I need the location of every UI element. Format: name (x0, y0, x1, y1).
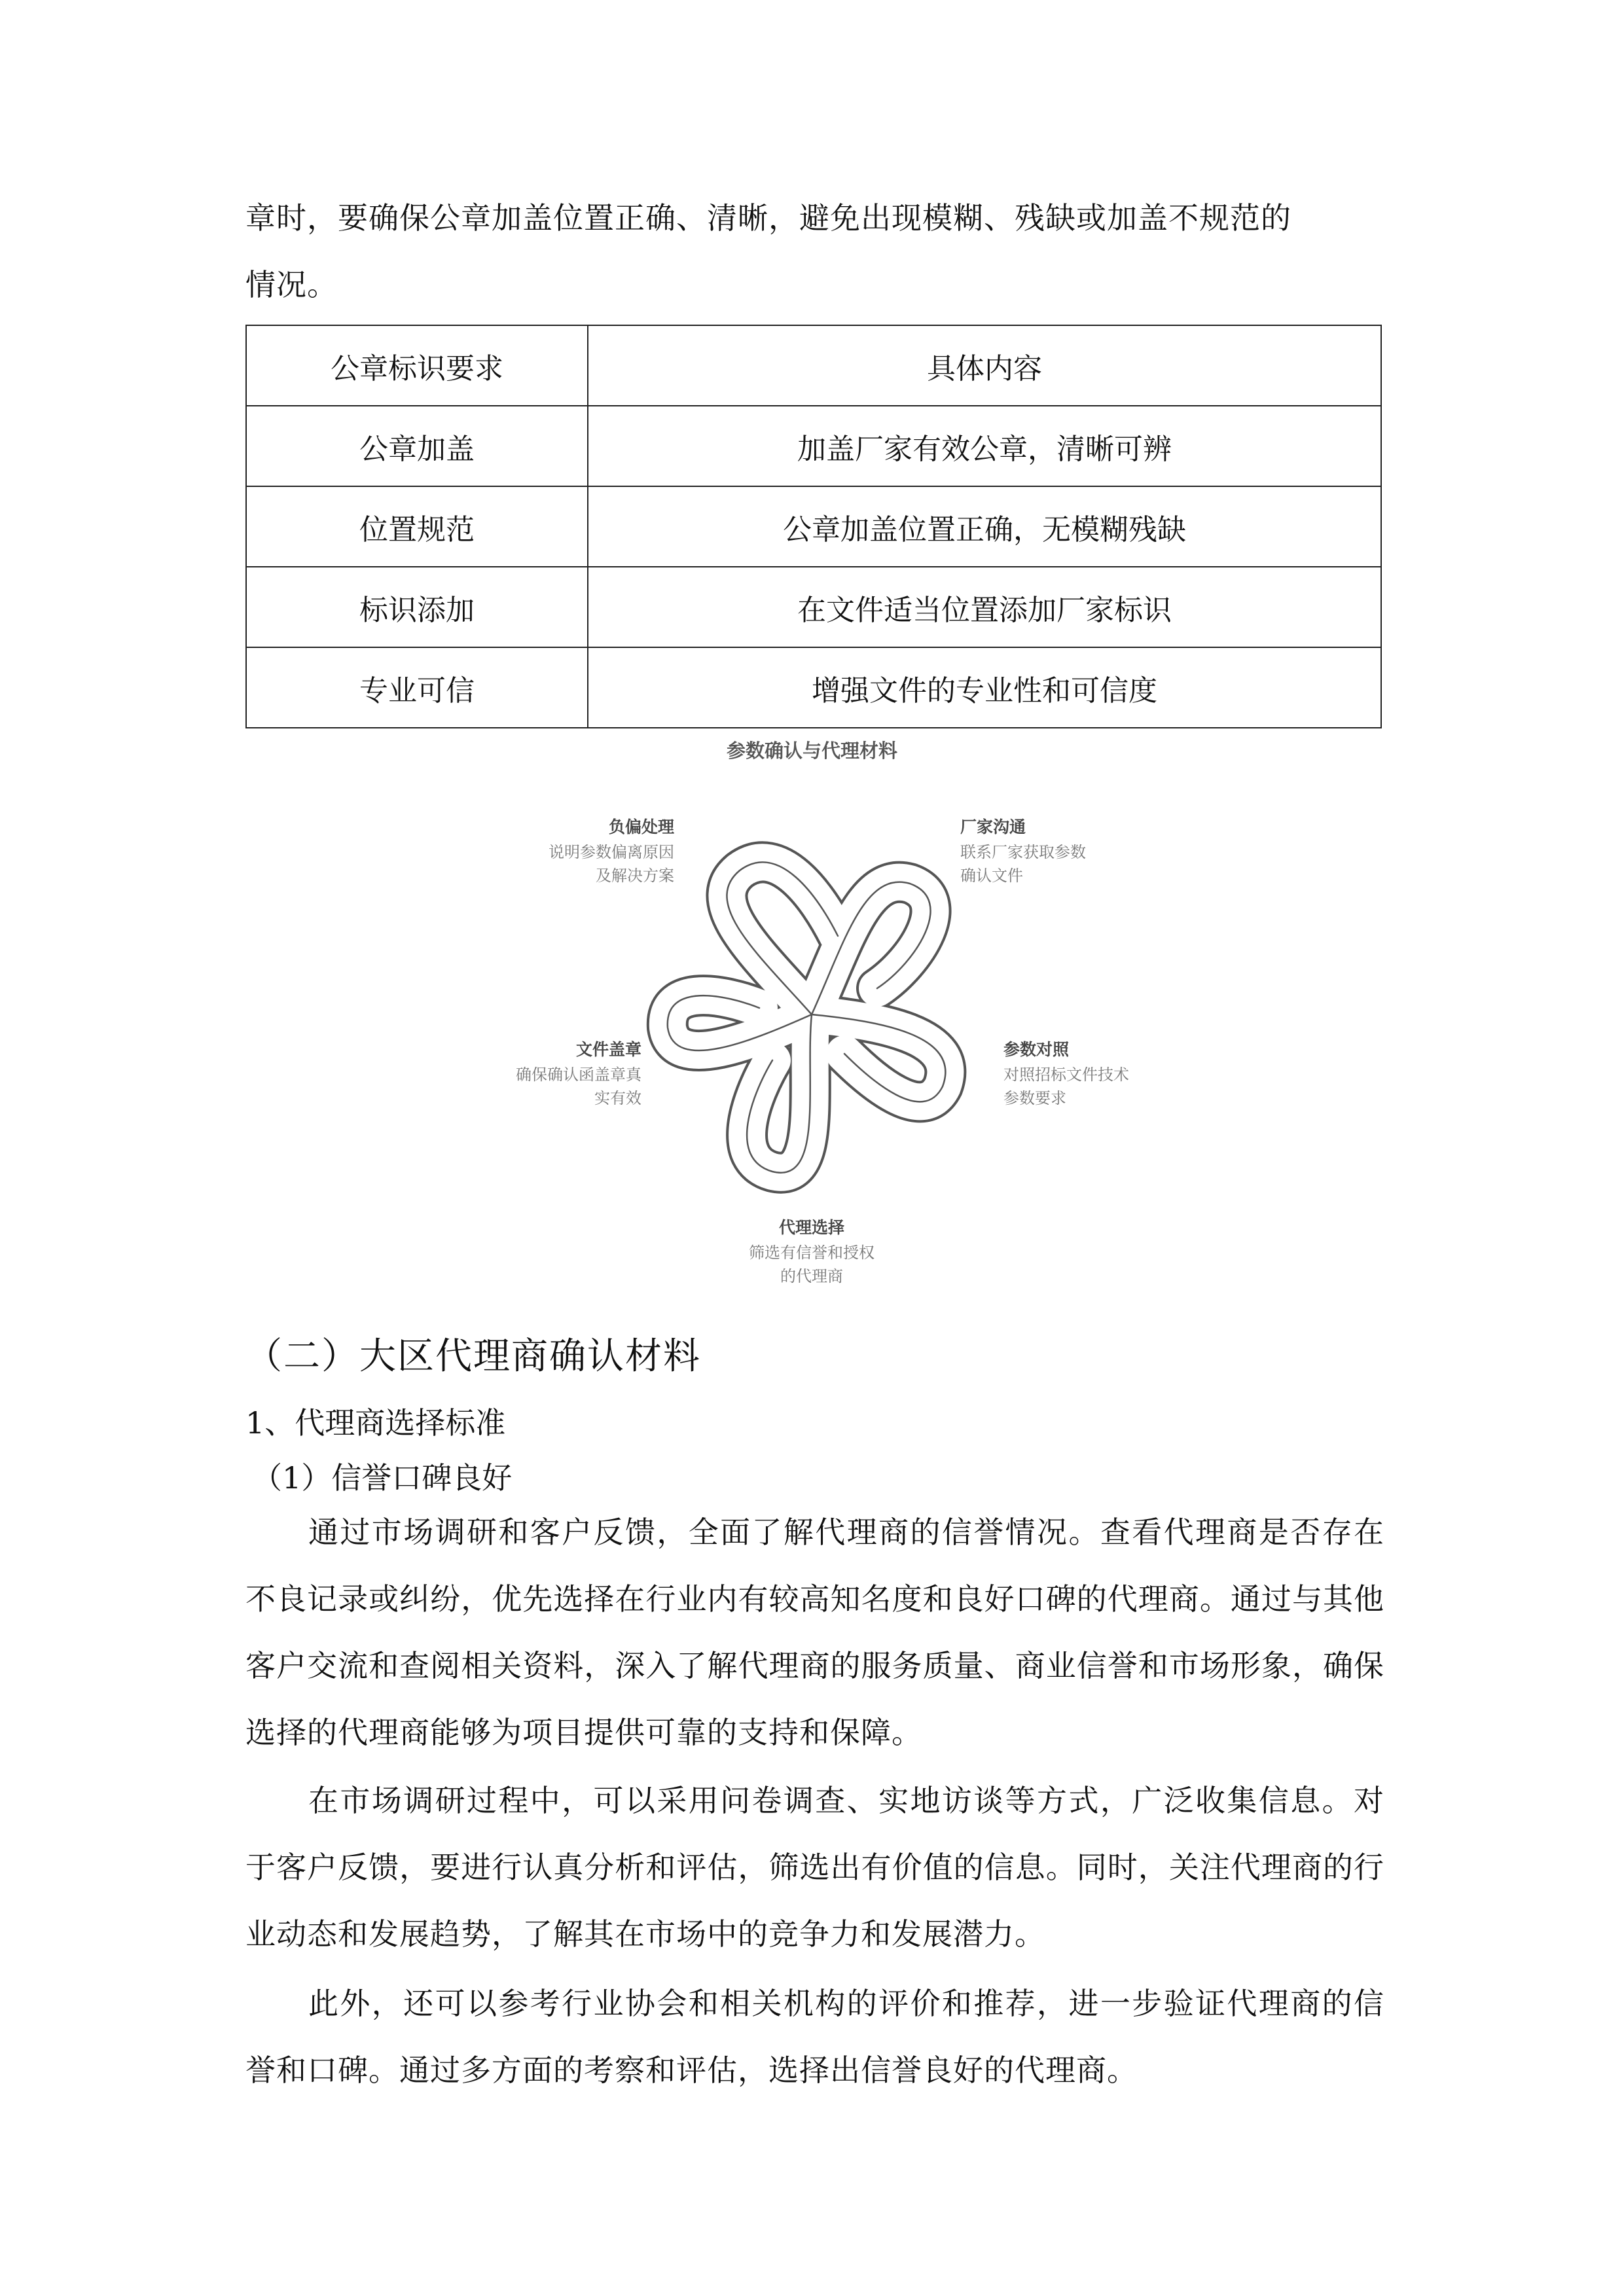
figure-item-title: 负偏处理 (608, 817, 674, 836)
figure-item-desc: 筛选有信誉和授权 (749, 1244, 875, 1262)
subheading-selection-criteria: 1、代理商选择标准 (245, 1405, 506, 1441)
figure-item-agent-selection (681, 1215, 943, 1288)
body-paragraph (245, 1499, 1384, 1766)
table-header-cell: 公章标识要求 (246, 325, 588, 406)
paragraph-text: 此外，还可以参考行业协会和相关机构的评价和推荐，进一步验证代理商的信誉和口碑。通过多方面的考察和评估，选择出信誉良好的代理商。 (245, 1986, 1384, 2088)
table-header-cell: 具体内容 (588, 325, 1381, 406)
body-paragraph (245, 1767, 1384, 1967)
table-cell: 加盖厂家有效公章，清晰可辨 (588, 406, 1381, 486)
table-cell: 公章加盖位置正确，无模糊残缺 (588, 486, 1381, 567)
intro-line-2: 情况。 (245, 267, 338, 302)
table-cell: 增强文件的专业性和可信度 (588, 647, 1381, 728)
seal-requirements-table (245, 325, 1382, 728)
figure-title: 参数确认与代理材料 (726, 740, 897, 762)
figure-item-desc: 对照招标文件技术 (1003, 1066, 1129, 1084)
figure-item-desc: 实有效 (594, 1089, 641, 1107)
figure-item-title: 参数对照 (1003, 1040, 1070, 1059)
figure-item-desc: 的代理商 (780, 1267, 843, 1285)
table-cell: 公章加盖 (246, 406, 588, 486)
intro-line-1: 章时，要确保公章加盖位置正确、清晰，避免出现模糊、残缺或加盖不规范的 (245, 200, 1291, 236)
paragraph-text: 通过市场调研和客户反馈，全面了解代理商的信誉情况。查看代理商是否存在不良记录或纠纷，优先选择在行业内有较高知名度和良好口碑的代理商。通过与其他客户交流和查阅相关资料，深入了解代理商的服务质量、商业信誉和市场形象，确保选择的代理商能够为项目提供可靠的支持和保障。 (245, 1515, 1384, 1750)
intro-paragraph (245, 185, 1384, 318)
figure-item-negative-deviation (458, 814, 674, 888)
table-row (246, 567, 1381, 647)
body-paragraph (245, 1970, 1384, 2104)
figure-item-document-seal (419, 1037, 641, 1110)
section-heading: （二）大区代理商确认材料 (245, 1335, 701, 1378)
figure-item-desc: 确保确认函盖章真 (516, 1066, 641, 1084)
table-header-row (246, 325, 1381, 406)
figure-item-title: 代理选择 (778, 1218, 844, 1237)
paragraph-text: 在市场调研过程中，可以采用问卷调查、实地访谈等方式，广泛收集信息。对于客户反馈，要进行认真分析和评估，筛选出有价值的信息。同时，关注代理商的行业动态和发展趋势，了解其在市场中的竞争力和发展潜力。 (245, 1783, 1384, 1952)
table-cell: 专业可信 (246, 647, 588, 728)
figure-item-desc: 联系厂家获取参数 (960, 843, 1086, 861)
table-row (246, 406, 1381, 486)
table-cell: 位置规范 (246, 486, 588, 567)
figure-item-title: 文件盖章 (575, 1040, 641, 1059)
table-cell: 在文件适当位置添加厂家标识 (588, 567, 1381, 647)
knot-diagram-graphic (628, 818, 995, 1211)
table-row (246, 486, 1381, 567)
table-cell: 标识添加 (246, 567, 588, 647)
figure-item-parameter-check (1003, 1037, 1226, 1110)
figure-item-desc: 参数要求 (1003, 1089, 1066, 1107)
subheading-reputation: （1）信誉口碑良好 (252, 1460, 513, 1496)
table-row (246, 647, 1381, 728)
figure-item-desc: 说明参数偏离原因 (549, 843, 674, 861)
figure-item-manufacturer-contact (960, 814, 1183, 888)
figure-item-desc: 及解决方案 (596, 867, 674, 885)
figure-item-desc: 确认文件 (960, 867, 1023, 885)
figure-item-title: 厂家沟通 (960, 817, 1026, 836)
